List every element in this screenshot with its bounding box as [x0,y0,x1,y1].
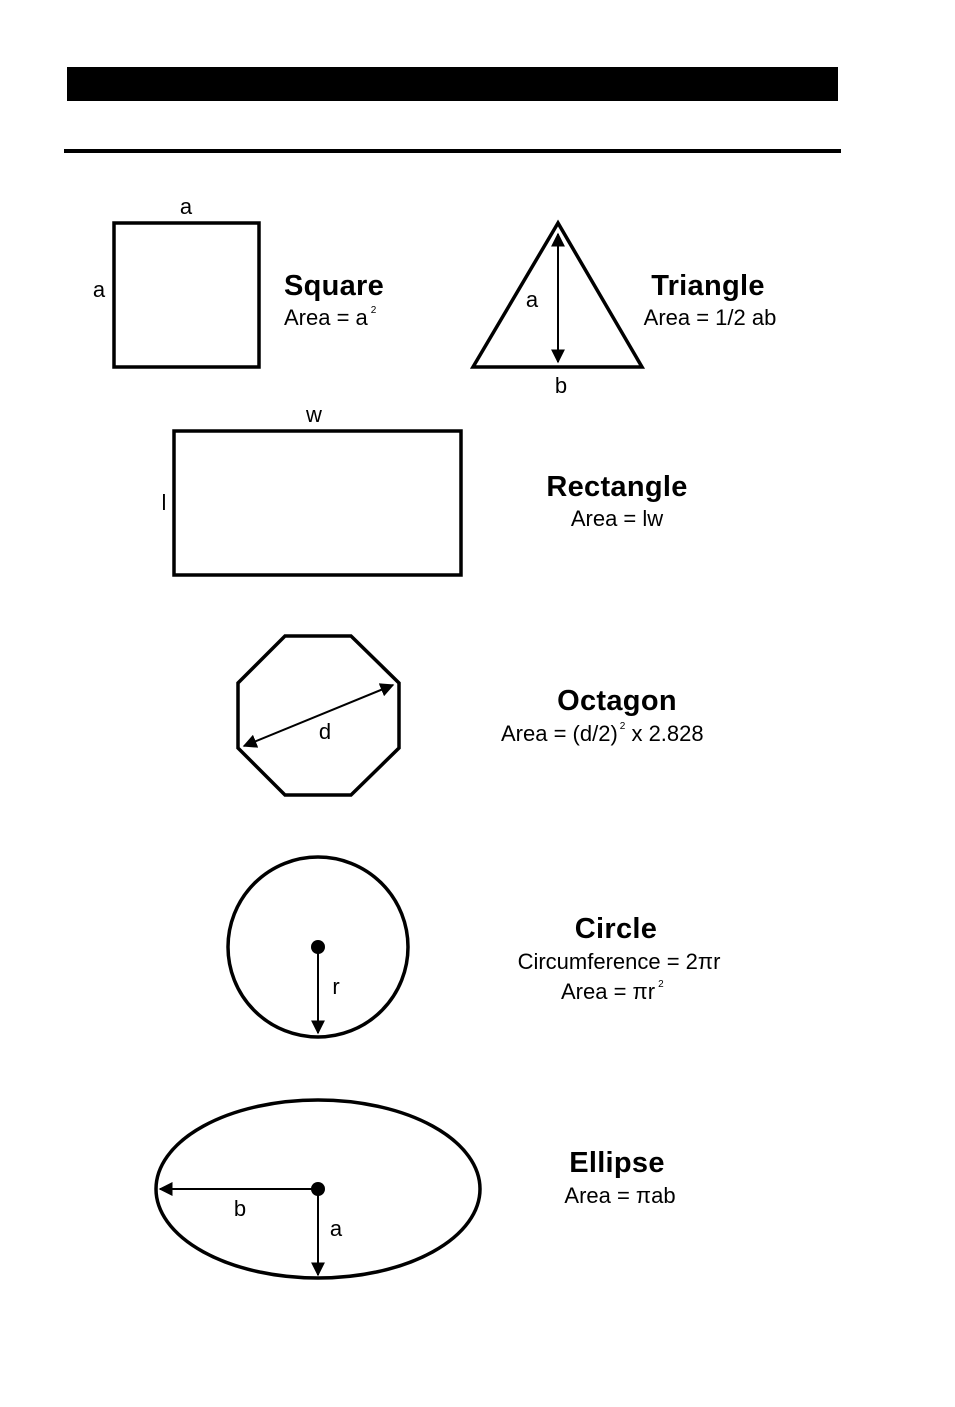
circle-area-formula-base: Area = πr [561,979,656,1004]
square-formula-base: Area = a [284,305,368,330]
rectangle-formula: Area = lw [570,506,664,531]
rectangle-figure [162,402,461,575]
circle-title: Circle [574,913,658,945]
octagon-figure [238,636,399,795]
circle-circumference-formula: Circumference = 2πr [517,949,721,974]
square-shape [114,223,259,367]
circle-area-formula-exponent: 2 [658,979,664,990]
octagon-formula-tail: x 2.828 [625,721,704,746]
triangle-height-label: a [525,287,539,312]
ellipse-a-label: a [329,1216,343,1241]
square-formula [284,305,377,330]
square-figure [93,194,259,367]
circle-radius-label: r [332,974,340,999]
triangle-formula: Area = 1/2 ab [643,305,777,330]
ellipse-formula: Area = πab [564,1183,676,1208]
square-side-label: a [92,277,106,302]
triangle-title: Triangle [651,270,765,302]
octagon-title: Octagon [557,685,677,717]
square-formula-exponent: 2 [370,305,377,316]
octagon-formula [501,721,704,746]
rectangle-top-label: w [306,402,322,427]
rectangle-side-label: l [161,490,167,515]
square-top-label: a [179,194,193,219]
octagon-formula-base: Area = (d/2) [501,721,618,746]
octagon-formula-exponent: 2 [619,721,626,732]
triangle-figure [473,223,642,398]
circle-area-formula [561,979,664,1004]
square-title: Square [283,270,385,302]
octagon-diagonal-label: d [318,719,332,744]
triangle-base-label: b [554,373,568,398]
rectangle-shape [174,431,461,575]
circle-figure [228,857,408,1037]
ellipse-title: Ellipse [569,1147,665,1179]
ellipse-b-label: b [233,1196,247,1221]
rectangle-title: Rectangle [546,471,688,503]
ellipse-figure [156,1100,480,1278]
